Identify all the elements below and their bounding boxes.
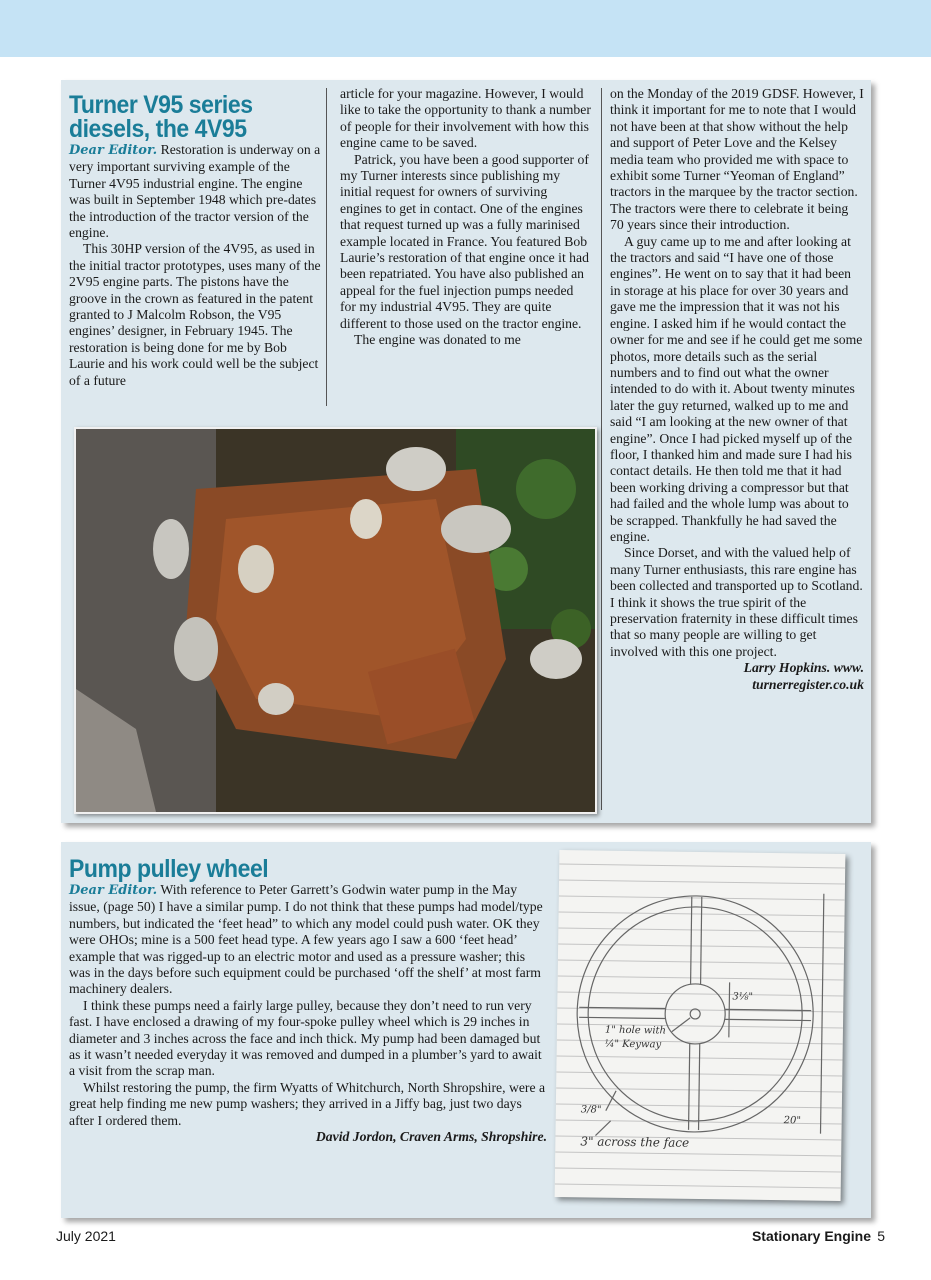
letter1-col2-paragraph-3: The engine was donated to me [354,332,521,348]
letter2-paragraph-1: With reference to Peter Garrett’s Godwin water pump in the May issue, (page 50) I have a similar pump. I do not think that these pumps had model/type numbers, but indicated the ‘feet head” to which any model could push water. OK they were OHOs; mine is a 500 feet head type. A few years ago I saw a 600 ‘feet head’ example that was rigged-up to an electric motor and used as a pressure washer; this was in the days before such equipment could be purchased ‘off the shelf’ at most farm machinery dealers. [69,882,543,997]
letter1-col3-paragraph-1: on the Monday of the 2019 GDSF. However, I think it important for me to note that I would not have been at that show without the help and support of Peter Love and the Kelsey media team who provided me with space to exhibit some Turner “Yeoman of England” tractors in the marquee by the tractor section. The tractors were there to celebrate it being 70 years since their introduction. [610,86,864,233]
footer-page-number: 5 [877,1228,885,1244]
drawing-label-radius: 20" [783,1115,802,1127]
drawing-label-hole-2: ¼" Keyway [604,1038,662,1051]
letter1-column-2 [340,86,592,349]
letter2-paragraph-2: I think these pumps need a fairly large pulley, because they don’t need to run very fast. I have enclosed a drawing of my four-spoke pulley wheel which is 29 inches in diameter and 3 inches across the face and inch thick. My pump had been damaged but as it wasn’t needed everyday it was removed and dumped in a plumber’s yard to await a visit from the scrap man. [69,997,542,1079]
footer-magazine-name: Stationary Engine [751,1228,871,1244]
footer-date: July 2021 [56,1228,116,1244]
letter1-title-line1: Turner V95 series [69,91,253,119]
letter2-salutation: Dear Editor. [69,883,158,898]
letter1-column-3 [610,86,864,693]
drawing-label-hole-1: 1" hole with [604,1024,667,1037]
letter1-col1-paragraph-1: Restoration is underway on a very important surviving example of the Turner 4V95 industrial engine. The engine was built in September 1948 which pre-dates the introduction of the tractor version of the engine. [69,142,321,241]
pulley-drawing [555,850,846,1201]
drawing-label-face: 3" across the face [580,1134,690,1150]
column-divider [601,88,602,810]
letter1-column-1 [69,93,321,389]
letter1-col3-paragraph-2: A guy came up to me and after looking at the tractors and said “I have one of those engines”. He went on to say that it had been in storage at his place for over 30 years and gave me the impression that it was not his engine. I asked him if he would contact the owner for me and see if he could get me some photos, more details such as the serial numbers and to find out what the owner intended to do with it. About twenty minutes later the guy returned, walked up to me and said “I am looking at the new owner of that engine”. Once I had picked myself up of the floor, I thanked him and made sure I had his contact details. He then told me that it had been working driving a compressor but that had failed and the whole lump was about to be scrapped. Thankfully he had saved the engine. [610,233,863,544]
engine-photo-illustration [76,429,595,812]
letter1-col2-paragraph-2: Patrick, you have been a good supporter of my Turner interests since publishing my initial request for owners of surviving engines to get in contact. One of the engines that request turned up was a fully marinised example located in France. You featured Bob Laurie’s restoration of that engine once it had been repatriated. You have also published an appeal for the fuel injection pumps needed for my industrial 4V95. They are quite different to those used on the tractor engine. [340,151,589,331]
letter1-col3-paragraph-3: Since Dorset, and with the valued help of many Turner enthusiasts, this rare engine has been collected and transported up to Scotland. I think it shows the true spirit of the preservation fraternity in these difficult times that so many people are willing to get involved with this one project. [610,545,863,659]
letter1-salutation: Dear Editor. [69,143,158,158]
engine-photo [74,427,597,814]
letter2-title: Pump pulley wheel [69,855,269,883]
letter1-title-line2: diesels, the 4V95 [69,115,247,143]
column-divider [326,88,327,406]
letter2-paragraph-3: Whilst restoring the pump, the firm Wyatts of Whitchurch, North Shropshire, were a great help finding me new pump washers; they arrived in a Jiffy bag, just two days after I ordered them. [69,1079,546,1128]
letter2-signature: David Jordon, Craven Arms, Shropshire. [315,1129,547,1145]
letter1-signature-line2: turnerregister.co.uk [752,676,864,692]
letter1-signature-line1: Larry Hopkins. www. [743,660,864,676]
letter1-col2-paragraph-1: article for your magazine. However, I would like to take the opportunity to thank a number of people for their involvement with how this engine came to be saved. [340,86,591,151]
drawing-label-rim: 3/8" [580,1104,602,1116]
letter1-col1-paragraph-2: This 30HP version of the 4V95, as used in the initial tractor prototypes, uses many of the 2V95 engine parts. The pistons have the groove in the crown as featured in the patent granted to J Malcolm Robson, the V95 engines’ designer, in February 1945. The restoration is being done for me by Bob Laurie and his work could well be the subject of a future [69,241,321,388]
letter2-body [69,857,547,1146]
drawing-label-hub: 3⅛" [732,991,754,1003]
top-color-band [0,0,931,57]
pulley-drawing-sketch [555,850,846,1201]
